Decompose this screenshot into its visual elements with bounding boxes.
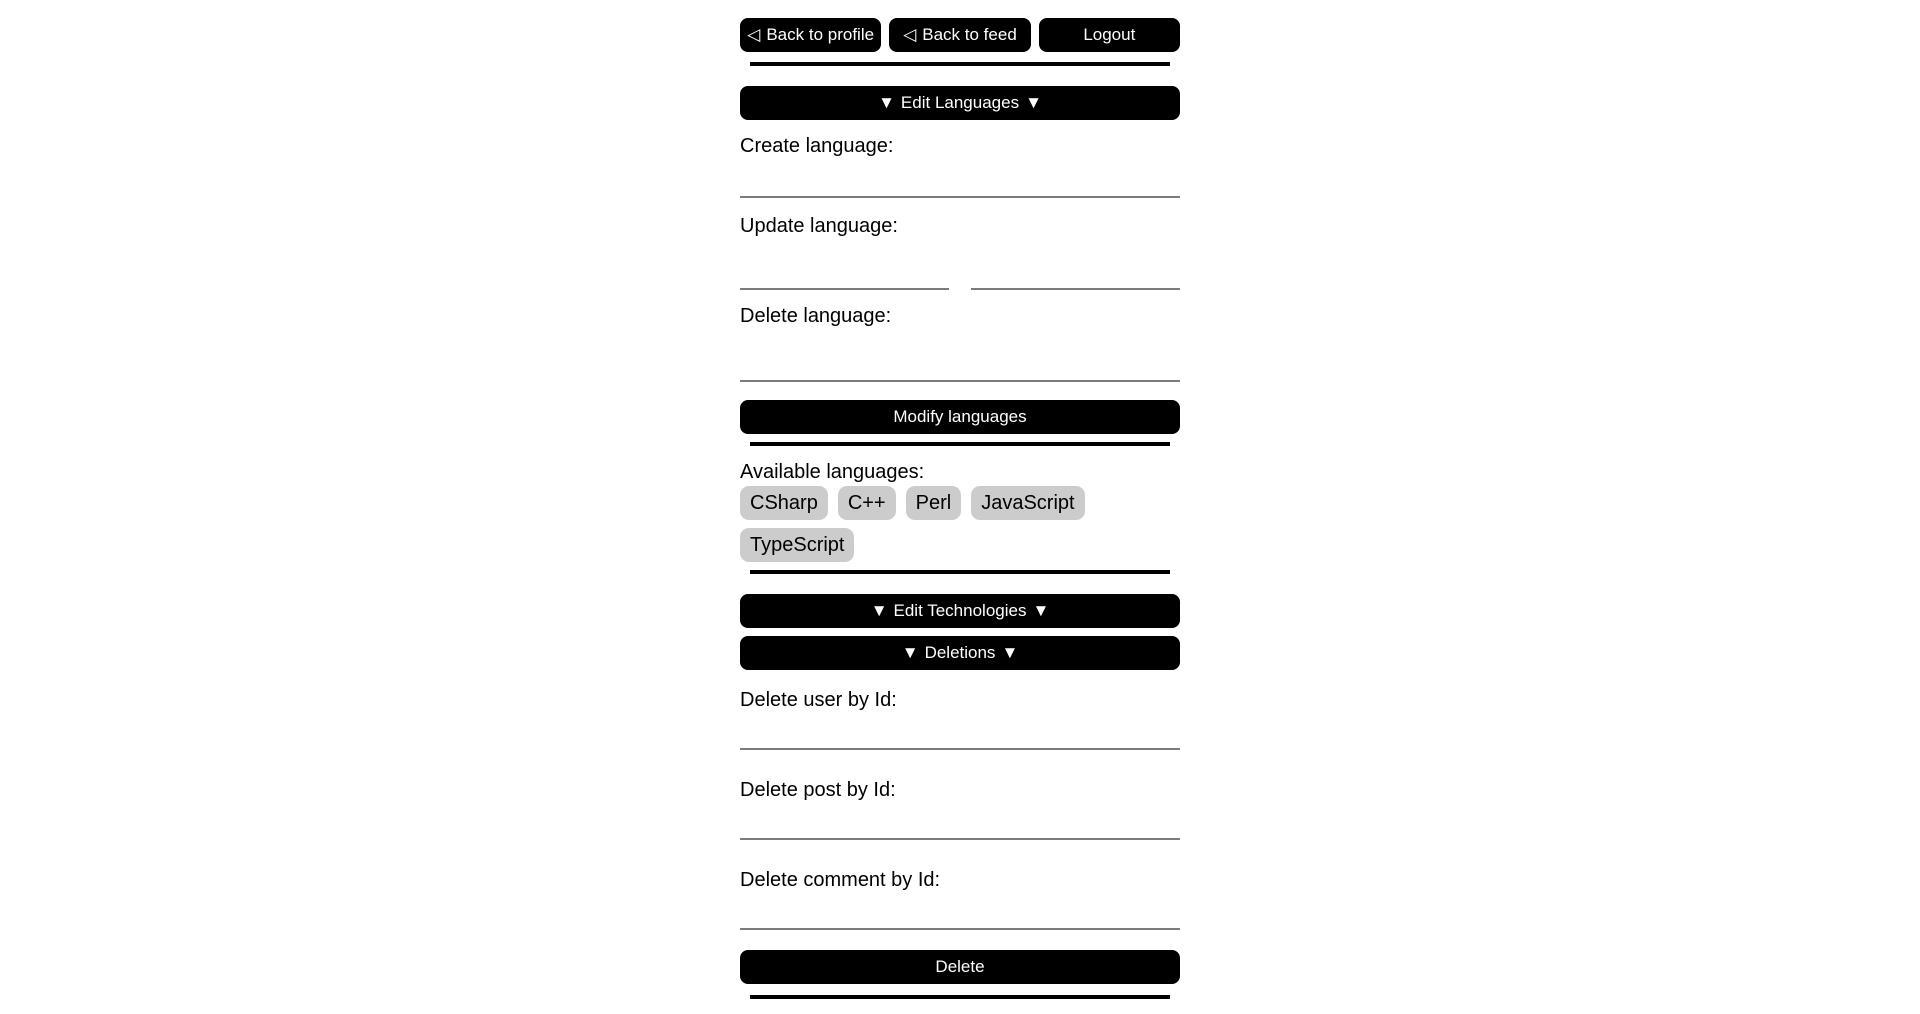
back-to-profile-button[interactable] [740,18,881,52]
chevron-down-icon: ▼ [901,643,919,662]
back-arrow-icon: ◁ [747,25,761,44]
chevron-down-icon: ▼ [1025,93,1042,112]
section-divider [750,442,1170,446]
language-tag: JavaScript [971,486,1084,520]
delete-language-input[interactable] [740,328,1180,382]
language-tag: Perl [906,486,962,520]
admin-panel [740,0,1180,1014]
delete-post-label: Delete post by Id: [740,779,896,801]
create-language-input[interactable] [740,158,1180,198]
delete-comment-input[interactable] [740,892,1180,930]
delete-comment-label: Delete comment by Id: [740,869,941,891]
logout-button[interactable] [1039,18,1180,52]
section-divider [750,62,1170,66]
back-arrow-icon: ◁ [903,25,917,44]
delete-button[interactable]: Delete [740,950,1180,984]
edit-languages-toggle-label: Edit Languages [900,93,1020,112]
update-language-old-input[interactable] [740,238,949,290]
update-language-inputs [740,238,1180,290]
back-to-feed-button[interactable] [889,18,1030,52]
available-languages-label: Available languages: [740,461,925,483]
deletions-toggle[interactable] [740,636,1180,670]
available-languages-list [740,486,1140,562]
delete-user-label: Delete user by Id: [740,689,897,711]
chevron-down-icon: ▼ [1032,601,1050,620]
logout-label: Logout [1083,25,1136,44]
edit-technologies-toggle-label: Edit Technologies [893,601,1027,620]
modify-languages-button[interactable]: Modify languages [740,400,1180,434]
create-language-label: Create language: [740,135,894,157]
section-divider [750,570,1170,574]
deletions-toggle-label: Deletions [924,643,996,662]
chevron-down-icon: ▼ [1001,643,1019,662]
update-language-new-input[interactable] [971,238,1180,290]
delete-language-label: Delete language: [740,305,892,327]
edit-languages-toggle[interactable] [740,86,1180,120]
chevron-down-icon: ▼ [870,601,888,620]
back-to-profile-label: Back to profile [766,25,875,44]
language-tag: CSharp [740,486,828,520]
update-language-label: Update language: [740,215,898,237]
top-nav [740,18,1180,52]
language-tag: C++ [838,486,896,520]
delete-post-input[interactable] [740,802,1180,840]
back-to-feed-label: Back to feed [922,25,1017,44]
edit-technologies-toggle[interactable] [740,594,1180,628]
chevron-down-icon: ▼ [878,93,895,112]
language-tag: TypeScript [740,528,854,562]
delete-user-input[interactable] [740,712,1180,750]
section-divider [750,995,1170,999]
